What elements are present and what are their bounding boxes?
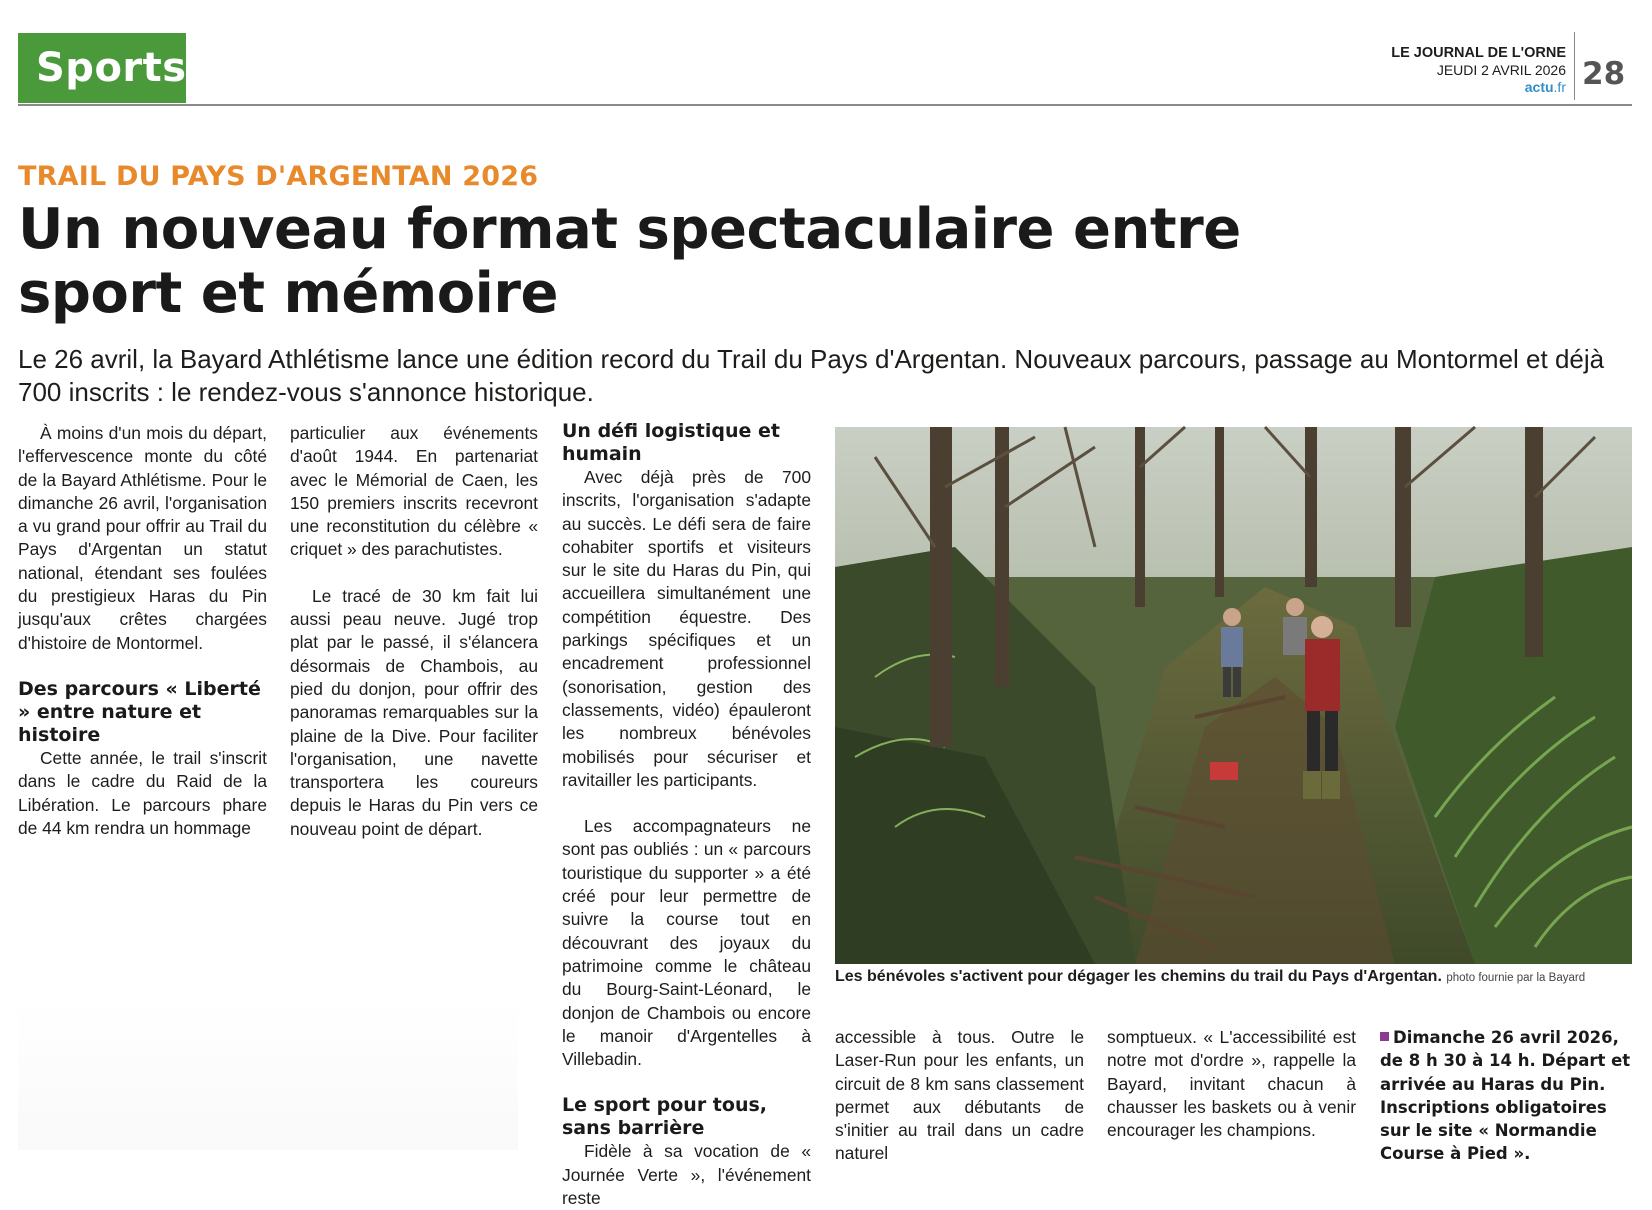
kicker: TRAIL DU PAYS D'ARGENTAN 2026 — [18, 161, 539, 192]
event-info-box — [1380, 1026, 1632, 1166]
paragraph: Le tracé de 30 km fait lui aussi peau neuve. Jugé trop plat par le passé, il s'élancera désormais de Chambois, au pied du donjon, pour offrir des panoramas remarquables sur la plaine de la Dive. Pour faciliter l'organisation, une navette transportera les coureurs depuis le Haras du Pin vers ce nouveau point de départ. — [290, 585, 538, 839]
subheading: Le sport pour tous, sans barrière — [562, 1094, 767, 1140]
photo-caption — [835, 966, 1632, 989]
paragraph: Fidèle à sa vocation de « Journée Verte », l'événement reste — [562, 1141, 811, 1209]
subheading: Un défi logistique et humain — [562, 420, 780, 465]
photo-credit: photo fournie par la Bayard — [1446, 972, 1586, 984]
event-info-text: Dimanche 26 avril 2026, de 8 h 30 à 14 h. Départ et arrivée au Haras du Pin. Inscriptions obligatoires sur le site « Normandie Course à Pied ». — [1380, 1028, 1631, 1164]
article-column-2 — [290, 422, 538, 841]
header-rule — [18, 104, 1632, 106]
paragraph: somptueux. « L'accessibilité est notre mot d'ordre », rappelle la Bayard, invitant chacun à chausser les baskets ou à venir encourager les champions. — [1107, 1027, 1356, 1141]
headline: Un nouveau format spectaculaire entre sport et mémoire — [18, 197, 1241, 326]
article-column-3 — [562, 420, 811, 1210]
paragraph: accessible à tous. Outre le Laser-Run pour les enfants, un circuit de 8 km sans classement permet aux débutants de s'initier au trail dans un cadre naturel — [835, 1027, 1084, 1164]
article-column-4 — [835, 1026, 1084, 1166]
article-column-5 — [1107, 1026, 1356, 1142]
page-number: 28 — [1582, 56, 1626, 92]
website-tld: .fr — [1553, 79, 1566, 95]
square-bullet-icon — [1380, 1032, 1389, 1041]
section-label: Sports — [18, 33, 186, 103]
forest-volunteers-image — [835, 427, 1632, 964]
paragraph: À moins d'un mois du départ, l'effervescence monte du côté de la Bayard Athlétisme. Pour le dimanche 26 avril, l'organisation a vu grand pour offrir au Trail du Pays d'Argentan un statut national, étendant ses foulées du prestigieux Haras du Pin jusqu'aux crêtes chargées d'histoire de Montormel. — [18, 423, 267, 653]
paragraph: Les accompagnateurs ne sont pas oubliés : un « parcours touristique du supporter » a été créé pour leur permettre de suivre la course tout en découvrant des joyaux du patrimoine comme le château du Bourg-Saint-Léonard, le donjon de Chambois ou encore le manoir d'Argentelles à Villebadin. — [562, 816, 811, 1070]
website-link[interactable] — [1391, 79, 1566, 96]
header-separator — [1574, 32, 1575, 100]
article-photo — [835, 427, 1632, 964]
paragraph: particulier aux événements d'août 1944. En partenariat avec le Mémorial de Caen, les 150 premiers inscrits recevront une reconstitution du célèbre « criquet » des parachutistes. — [290, 423, 538, 560]
issue-date: JEUDI 2 AVRIL 2026 — [1436, 62, 1566, 78]
paragraph: Avec déjà près de 700 inscrits, l'organisation s'adapte au succès. Le défi sera de faire cohabiter sportifs et visiteurs sur le site du Haras du Pin, qui accueillera simultanément une compétition équestre. Des parkings spécifiques et un encadrement professionnel (sonorisation, gestion des classements, vidéo) épauleront les nombreux bénévoles mobilisés pour sécuriser et ravitailler les participants. — [562, 467, 811, 790]
standfirst: Le 26 avril, la Bayard Athlétisme lance une édition record du Trail du Pays d'Argentan. Nouveaux parcours, passage au Montormel et déjà 700 inscrits : le rendez-vous s'annonce historique. — [18, 344, 1605, 407]
masthead — [1391, 45, 1566, 96]
caption-text: Les bénévoles s'activent pour dégager les chemins du trail du Pays d'Argentan. — [835, 968, 1442, 985]
newspaper-name: LE JOURNAL DE L'ORNE — [1391, 45, 1566, 61]
scan-shading — [18, 1000, 518, 1150]
article-column-1 — [18, 422, 267, 840]
subheading: Des parcours « Liberté » entre nature et histoire — [18, 677, 261, 746]
website-name: actu — [1524, 79, 1554, 95]
paragraph: Cette année, le trail s'inscrit dans le cadre du Raid de la Libération. Le parcours phare de 44 km rendra un hommage — [18, 747, 267, 838]
